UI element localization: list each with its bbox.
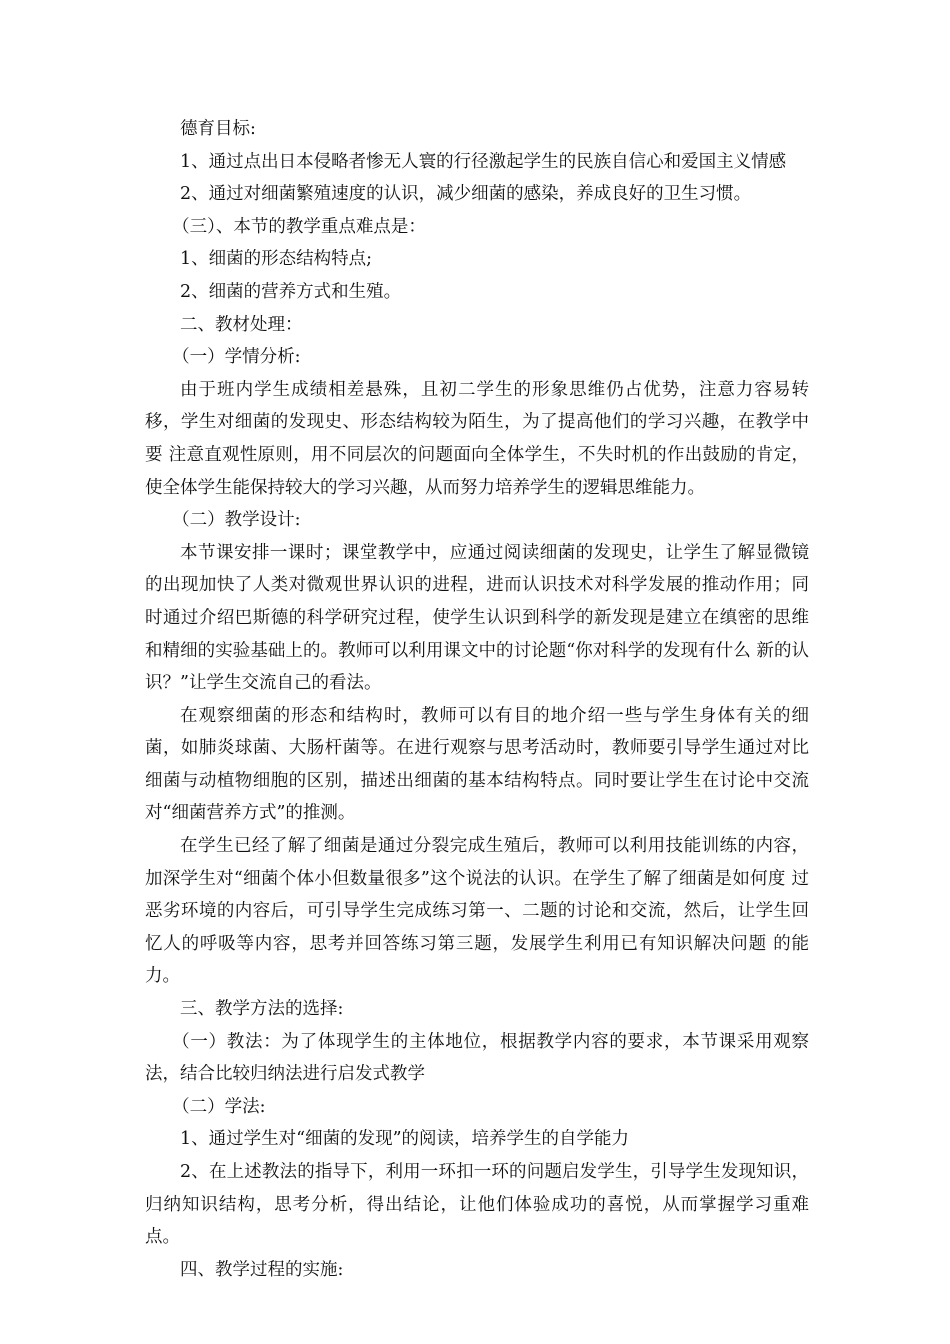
paragraph-teaching-design-1: 本节课安排一课时；课堂教学中，应通过阅读细菌的发现史，让学生了解显微镜的出现加快了人类对微观世界认识的进程，进而认识技术对科学发展的推动作用；同 时通过介绍巴斯德的科学研究过程，使学生认识到科学的新发现是建立在缜密的思维和精细的实验基础上的。教师可以利用课文中的讨论题“你对科学的发现有什么 新的认识？”让学生交流自己的看法。: [145, 542, 809, 694]
learning-method-item-2: 2、在上述教法的指导下，利用一环扣一环的问题启发学生，引导学生发现知识，归纳知识结构，思考分析，得出结论，让他们体验成功的喜悦，从而掌握学习重难点。: [145, 1162, 809, 1248]
moral-goal-item-1: 1、通过点出日本侵略者惨无人寰的行径激起学生的民族自信心和爱国主义情感: [180, 151, 787, 172]
moral-goal-item-2: 2、通过对细菌繁殖速度的认识，减少细菌的感染，养成良好的卫生习惯。: [180, 184, 752, 205]
paragraph-student-analysis: 由于班内学生成绩相差悬殊，且初二学生的形象思维仍占优势，注意力容易转移，学生对细菌的发现史、形态结构较为陌生，为了提高他们的学习兴趣，在教学中要 注意直观性原则，用不同层次的问题面向全体学生，不失时机的作出鼓励的肯定，使全体学生能保持较大的学习兴趣，从而努力培养学生的逻辑思维能力。: [145, 379, 809, 498]
moral-goal-heading: 德育目标:: [180, 119, 256, 139]
subheading-teaching-design: （二）教学设计:: [172, 510, 301, 531]
document-body: [145, 113, 809, 1286]
subheading-learning-method: （二）学法:: [172, 1096, 266, 1117]
paragraph-teaching-method: （一）教法：为了体现学生的主体地位，根据教学内容的要求，本节课采用观察法，结合比较归纳法进行启发式教学: [145, 1031, 809, 1085]
section-heading-process: 四、教学过程的实施:: [180, 1259, 344, 1280]
section-heading-material: 二、教材处理：: [180, 314, 303, 335]
paragraph-teaching-design-3: 在学生已经了解了细菌是通过分裂完成生殖后，教师可以利用技能训练的内容，加深学生对“细菌个体小但数量很多”这个说法的认识。在学生了解了细菌是如何度 过恶劣环境的内容后，可引导学生完成练习第一、二题的讨论和交流，然后，让学生回忆人的呼吸等内容，思考并回答练习第三题，发展学生利用已有知识解决问题 的能力。: [145, 836, 809, 987]
key-point-item-2: 2、细菌的营养方式和生殖。: [180, 281, 402, 302]
subheading-student-analysis: （一）学情分析:: [172, 347, 301, 368]
learning-method-item-1: 1、通过学生对“细菌的发现”的阅读，培养学生的自学能力: [180, 1129, 630, 1150]
key-points-heading: （三）、本节的教学重点难点是：: [172, 216, 426, 237]
paragraph-teaching-design-2: 在观察细菌的形态和结构时，教师可以有目的地介绍一些与学生身体有关的细菌，如肺炎球菌、大肠杆菌等。在进行观察与思考活动时，教师要引导学生通过对比细菌与动植物细胞的区别，描述出细菌的基本结构特点。同时要让学生在讨论中交流对“细菌营养方式”的推测。: [145, 705, 809, 824]
section-heading-methods: 三、教学方法的选择:: [180, 999, 344, 1020]
key-point-item-1: 1、细菌的形态结构特点;: [180, 249, 373, 270]
